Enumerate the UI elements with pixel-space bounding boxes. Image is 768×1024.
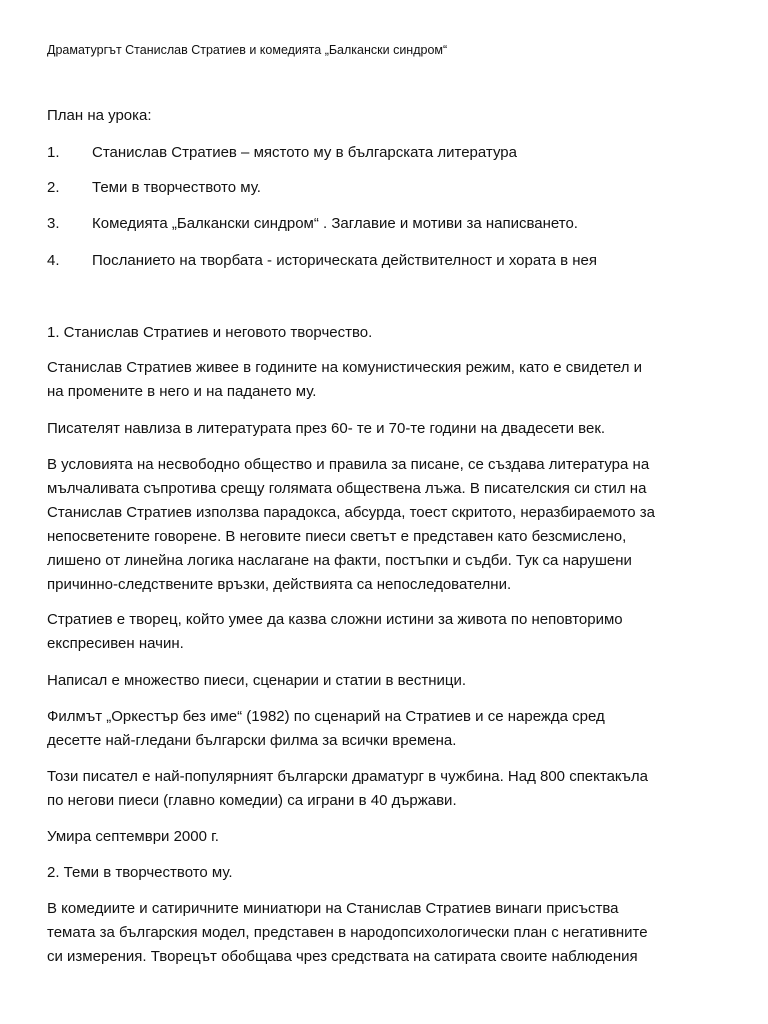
text-line: десетте най-гледани български филма за всички времена. xyxy=(47,732,457,749)
plan-item-text: Комедията „Балкански синдром“ . Заглавие и мотиви за написването. xyxy=(92,215,578,232)
text-line: непосветените говорене. В неговите пиеси светът е представен като безсмислено, xyxy=(47,528,627,545)
plan-item-4 xyxy=(47,252,597,269)
paragraph xyxy=(47,453,727,597)
plan-item-number: 3. xyxy=(47,215,60,232)
paragraph xyxy=(47,765,727,813)
text-line: по негови пиеси (главно комедии) са играни в 40 държави. xyxy=(47,792,457,809)
text-line: експресивен начин. xyxy=(47,635,184,652)
text-line: Стратиев е творец, който умее да казва сложни истини за живота по неповторимо xyxy=(47,611,623,628)
paragraph xyxy=(47,705,727,753)
text-line: 2. Теми в творчеството му. xyxy=(47,864,233,881)
text-line: темата за българския модел, представен в народопсихологически план с негативните xyxy=(47,924,648,941)
plan-item-text: Теми в творчеството му. xyxy=(92,179,261,196)
plan-item-1 xyxy=(47,144,517,161)
text-line: Филмът „Оркестър без име“ (1982) по сценарий на Стратиев и се нарежда сред xyxy=(47,708,605,725)
paragraph xyxy=(47,897,727,969)
plan-item-number: 1. xyxy=(47,144,60,161)
plan-item-number: 2. xyxy=(47,179,60,196)
text-line: В комедиите и сатиричните миниатюри на Станислав Стратиев винаги присъства xyxy=(47,900,619,917)
text-line: мълчаливата съпротива срещу голямата обществена лъжа. В писателския си стил на xyxy=(47,480,647,497)
text-line: 1. Станислав Стратиев и неговото творчество. xyxy=(47,324,373,341)
text-line: на промените в него и на падането му. xyxy=(47,383,317,400)
plan-item-3 xyxy=(47,215,578,232)
text-line: лишено от линейна логика наслагане на факти, постъпки и съдби. Тук са нарушени xyxy=(47,552,632,569)
text-line: си измерения. Творецът обобщава чрез средствата на сатирата своите наблюдения xyxy=(47,948,638,965)
paragraph xyxy=(47,608,727,656)
paragraph xyxy=(47,825,727,849)
text-line: Писателят навлиза в литературата през 60- те и 70-те години на двадесети век. xyxy=(47,420,606,437)
text-line: В условията на несвободно общество и правила за писане, се създава литература на xyxy=(47,456,650,473)
paragraph xyxy=(47,356,727,404)
plan-title: План на урока: xyxy=(47,107,152,124)
plan-item-number: 4. xyxy=(47,252,60,269)
text-line: Умира септември 2000 г. xyxy=(47,828,219,845)
plan-item-text: Посланието на творбата - историческата действителност и хората в нея xyxy=(92,252,597,269)
text-line: Станислав Стратиев използва парадокса, абсурда, тоест скритото, неразбираемото за xyxy=(47,504,655,521)
plan-item-text: Станислав Стратиев – мястото му в българската литература xyxy=(92,144,517,161)
plan-item-2 xyxy=(47,179,261,196)
text-line: Този писател е най-популярният български драматург в чужбина. Над 800 спектакъла xyxy=(47,768,648,785)
paragraph xyxy=(47,669,727,693)
section-1-heading xyxy=(47,321,727,345)
text-line: причинно-следствените връзки, действията са непоследователни. xyxy=(47,576,512,593)
paragraph xyxy=(47,417,727,441)
text-line: Написал е множество пиеси, сценарии и статии в вестници. xyxy=(47,672,466,689)
section-2-heading xyxy=(47,861,727,885)
text-line: Станислав Стратиев живее в годините на комунистическия режим, като е свидетел и xyxy=(47,359,643,376)
document-header: Драматургът Станислав Стратиев и комедията „Балкански синдром“ xyxy=(47,43,448,57)
